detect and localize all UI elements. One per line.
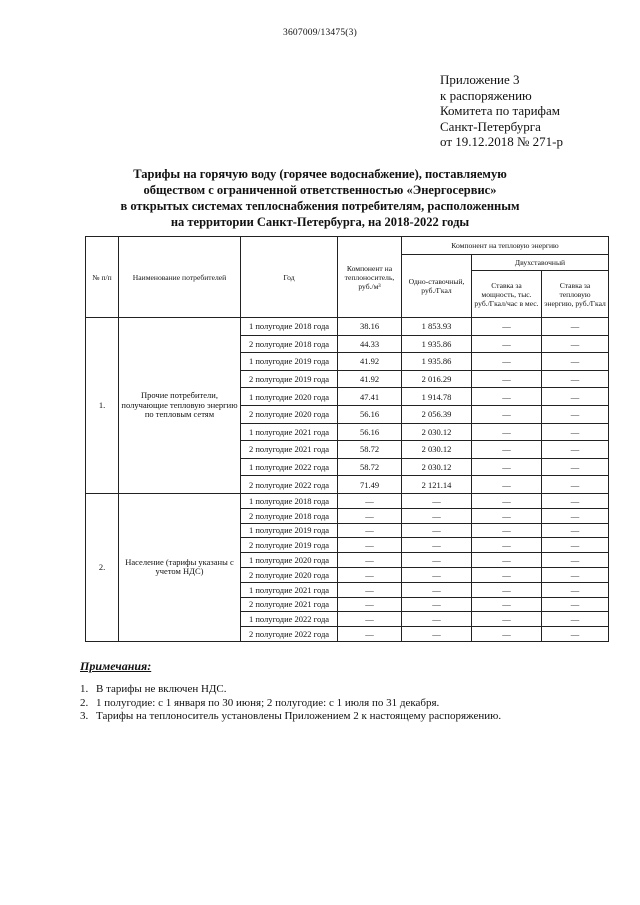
one-rate-cell: —: [402, 508, 472, 523]
one-rate-cell: 1 935.86: [402, 353, 472, 371]
carrier-cell: —: [338, 493, 402, 508]
header-year: Год: [241, 237, 338, 318]
energy-rate-cell: —: [542, 567, 609, 582]
capacity-rate-cell: —: [472, 597, 542, 612]
note-text: 1 полугодие: с 1 января по 30 июня; 2 полугодие: с 1 июля по 31 декабря.: [96, 696, 440, 709]
one-rate-cell: —: [402, 627, 472, 642]
energy-rate-cell: —: [542, 318, 609, 336]
one-rate-cell: 1 853.93: [402, 318, 472, 336]
period-cell: 2 полугодие 2019 года: [241, 370, 338, 388]
carrier-cell: —: [338, 582, 402, 597]
header-carrier: Компонент на теплоноситель, руб./м³: [338, 237, 402, 318]
period-cell: 1 полугодие 2019 года: [241, 353, 338, 371]
capacity-rate-cell: —: [472, 612, 542, 627]
one-rate-cell: 2 121.14: [402, 476, 472, 494]
header-energy-rate: Ставка за тепловую энергию, руб./Гкал: [542, 271, 609, 318]
energy-rate-cell: —: [542, 582, 609, 597]
title-line: в открытых системах теплоснабжения потребителям, расположенным: [120, 199, 520, 213]
capacity-rate-cell: —: [472, 523, 542, 538]
notes-list: [80, 683, 501, 724]
note-text: В тарифы не включен НДС.: [96, 683, 227, 695]
one-rate-cell: 2 030.12: [402, 423, 472, 441]
period-cell: 1 полугодие 2022 года: [241, 612, 338, 627]
capacity-rate-cell: —: [472, 567, 542, 582]
note-item: [80, 683, 501, 697]
one-rate-cell: 1 914.78: [402, 388, 472, 406]
capacity-rate-cell: —: [472, 627, 542, 642]
carrier-cell: —: [338, 523, 402, 538]
group-consumer: Прочие потребители, получающие тепловую энергию по тепловым сетям: [119, 318, 241, 494]
group-consumer: Население (тарифы указаны с учетом НДС): [119, 493, 241, 641]
header-two-rate: Двухставочный: [472, 255, 609, 271]
carrier-cell: 58.72: [338, 441, 402, 459]
period-cell: 1 полугодие 2020 года: [241, 553, 338, 568]
carrier-cell: 47.41: [338, 388, 402, 406]
period-cell: 1 полугодие 2022 года: [241, 458, 338, 476]
period-cell: 1 полугодие 2018 года: [241, 318, 338, 336]
group-number: 2.: [86, 493, 119, 641]
header-consumer: Наименование потребителей: [119, 237, 241, 318]
note-item: [80, 710, 501, 724]
one-rate-cell: —: [402, 523, 472, 538]
carrier-cell: 71.49: [338, 476, 402, 494]
note-item: [80, 697, 501, 711]
period-cell: 2 полугодие 2019 года: [241, 538, 338, 553]
note-number: 3.: [80, 710, 89, 722]
note-number: 1.: [80, 683, 89, 695]
carrier-cell: 41.92: [338, 370, 402, 388]
carrier-cell: 58.72: [338, 458, 402, 476]
one-rate-cell: 1 935.86: [402, 335, 472, 353]
one-rate-cell: —: [402, 582, 472, 597]
one-rate-cell: —: [402, 612, 472, 627]
header-capacity-rate: Ставка за мощность, тыс. руб./Гкал/час в мес.: [472, 271, 542, 318]
period-cell: 2 полугодие 2021 года: [241, 597, 338, 612]
document-title: [60, 166, 580, 230]
period-cell: 1 полугодие 2018 года: [241, 493, 338, 508]
energy-rate-cell: —: [542, 476, 609, 494]
document-number: 3607009/13475(3): [283, 28, 357, 38]
energy-rate-cell: —: [542, 523, 609, 538]
capacity-rate-cell: —: [472, 335, 542, 353]
table-row: [86, 493, 609, 508]
capacity-rate-cell: —: [472, 553, 542, 568]
capacity-rate-cell: —: [472, 538, 542, 553]
energy-rate-cell: —: [542, 597, 609, 612]
period-cell: 1 полугодие 2019 года: [241, 523, 338, 538]
carrier-cell: 56.16: [338, 423, 402, 441]
tariff-table-body: [86, 318, 609, 642]
one-rate-cell: —: [402, 567, 472, 582]
appendix-block: [440, 72, 563, 150]
period-cell: 2 полугодие 2022 года: [241, 476, 338, 494]
capacity-rate-cell: —: [472, 441, 542, 459]
capacity-rate-cell: —: [472, 423, 542, 441]
period-cell: 1 полугодие 2020 года: [241, 388, 338, 406]
energy-rate-cell: —: [542, 508, 609, 523]
energy-rate-cell: —: [542, 627, 609, 642]
energy-rate-cell: —: [542, 353, 609, 371]
carrier-cell: —: [338, 508, 402, 523]
period-cell: 2 полугодие 2020 года: [241, 567, 338, 582]
carrier-cell: —: [338, 627, 402, 642]
capacity-rate-cell: —: [472, 388, 542, 406]
carrier-cell: —: [338, 538, 402, 553]
period-cell: 1 полугодие 2021 года: [241, 423, 338, 441]
capacity-rate-cell: —: [472, 582, 542, 597]
appendix-line: Приложение 3: [440, 72, 520, 87]
header-num: № п/п: [86, 237, 119, 318]
carrier-cell: —: [338, 567, 402, 582]
tariff-table: [85, 236, 609, 642]
one-rate-cell: —: [402, 553, 472, 568]
carrier-cell: 44.33: [338, 335, 402, 353]
one-rate-cell: 2 016.29: [402, 370, 472, 388]
capacity-rate-cell: —: [472, 458, 542, 476]
one-rate-cell: —: [402, 597, 472, 612]
title-line: на территории Санкт-Петербурга, на 2018-2022 годы: [170, 215, 470, 229]
one-rate-cell: 2 030.12: [402, 441, 472, 459]
carrier-cell: 56.16: [338, 405, 402, 423]
energy-rate-cell: —: [542, 370, 609, 388]
carrier-cell: —: [338, 597, 402, 612]
capacity-rate-cell: —: [472, 405, 542, 423]
title-line: Тарифы на горячую воду (горячее водоснабжение), поставляемую: [133, 167, 507, 181]
capacity-rate-cell: —: [472, 476, 542, 494]
appendix-line: Комитета по тарифам: [440, 103, 560, 118]
period-cell: 2 полугодие 2021 года: [241, 441, 338, 459]
period-cell: 2 полугодие 2022 года: [241, 627, 338, 642]
period-cell: 2 полугодие 2020 года: [241, 405, 338, 423]
group-number: 1.: [86, 318, 119, 494]
carrier-cell: —: [338, 612, 402, 627]
header-energy: Компонент на тепловую энергию: [402, 237, 609, 255]
period-cell: 1 полугодие 2021 года: [241, 582, 338, 597]
capacity-rate-cell: —: [472, 508, 542, 523]
energy-rate-cell: —: [542, 405, 609, 423]
energy-rate-cell: —: [542, 423, 609, 441]
notes-heading: Примечания:: [80, 659, 152, 673]
energy-rate-cell: —: [542, 458, 609, 476]
energy-rate-cell: —: [542, 553, 609, 568]
capacity-rate-cell: —: [472, 370, 542, 388]
energy-rate-cell: —: [542, 388, 609, 406]
capacity-rate-cell: —: [472, 353, 542, 371]
energy-rate-cell: —: [542, 612, 609, 627]
appendix-line: от 19.12.2018 № 271-р: [440, 134, 563, 149]
energy-rate-cell: —: [542, 441, 609, 459]
period-cell: 2 полугодие 2018 года: [241, 508, 338, 523]
one-rate-cell: —: [402, 493, 472, 508]
note-number: 2.: [80, 696, 89, 709]
period-cell: 2 полугодие 2018 года: [241, 335, 338, 353]
energy-rate-cell: —: [542, 493, 609, 508]
carrier-cell: 41.92: [338, 353, 402, 371]
note-text: Тарифы на теплоноситель установлены Приложением 2 к настоящему распоряжению.: [96, 710, 502, 722]
capacity-rate-cell: —: [472, 318, 542, 336]
one-rate-cell: 2 056.39: [402, 405, 472, 423]
carrier-cell: —: [338, 553, 402, 568]
header-one-rate: Одно-ставочный, руб./Гкал: [402, 255, 472, 318]
carrier-cell: 38.16: [338, 318, 402, 336]
appendix-line: Санкт-Петербурга: [440, 118, 541, 134]
one-rate-cell: —: [402, 538, 472, 553]
appendix-line: к распоряжению: [440, 87, 532, 103]
one-rate-cell: 2 030.12: [402, 458, 472, 476]
table-row: [86, 318, 609, 336]
title-line: обществом с ограниченной ответственностью «Энергосервис»: [143, 183, 497, 197]
energy-rate-cell: —: [542, 335, 609, 353]
energy-rate-cell: —: [542, 538, 609, 553]
capacity-rate-cell: —: [472, 493, 542, 508]
